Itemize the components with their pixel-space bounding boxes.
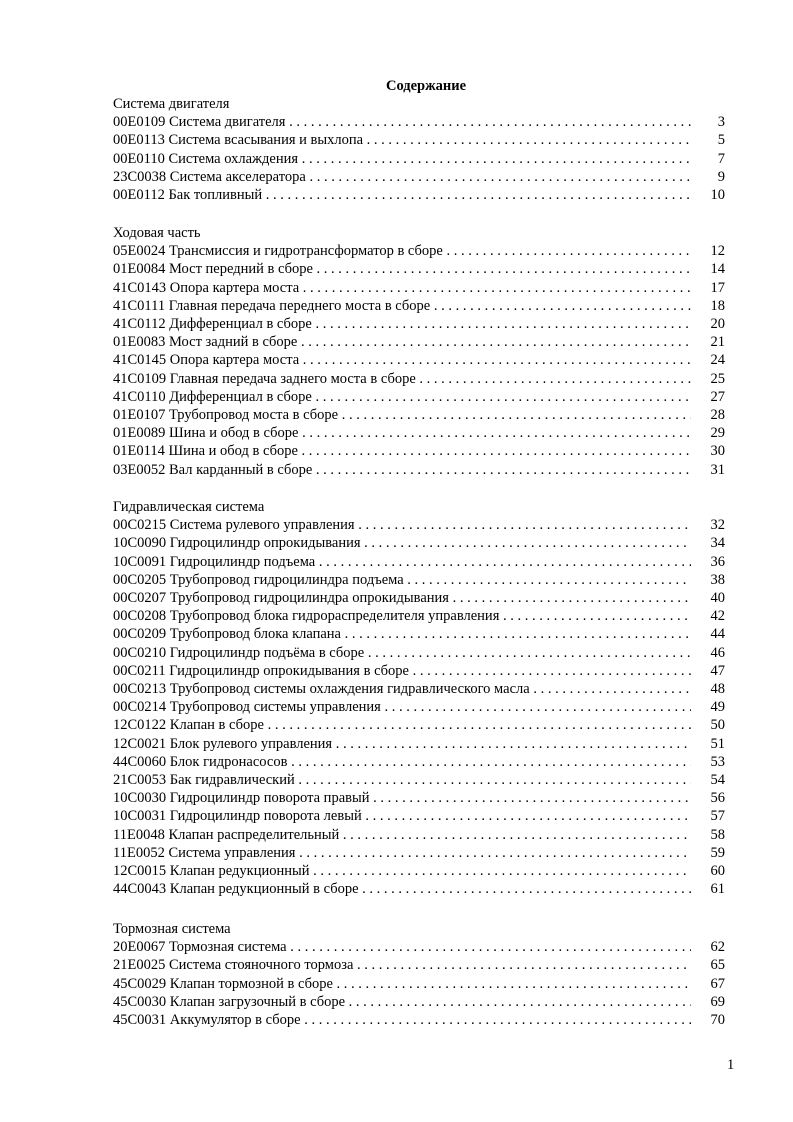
toc-entry[interactable] [113, 370, 725, 388]
toc-entry-title [113, 534, 691, 552]
entry-code: 03E0052 [113, 461, 166, 478]
toc-entry-title [113, 150, 691, 168]
entry-code: 00C0211 [113, 662, 166, 679]
entry-code: 23C0038 [113, 168, 167, 185]
entry-code: 12C0021 [113, 735, 167, 752]
entry-page-number: 56 [710, 790, 725, 807]
entry-code: 10C0090 [113, 535, 167, 552]
toc-entry[interactable] [113, 880, 725, 898]
toc-entry[interactable] [113, 168, 725, 186]
entry-page-number: 9 [717, 168, 725, 185]
toc-entry[interactable] [113, 333, 725, 351]
entry-name: Шина и обод в сборе [168, 425, 299, 442]
entry-code: 01E0107 [113, 407, 166, 423]
toc-entry[interactable] [113, 260, 725, 278]
toc-entry-title [113, 131, 691, 149]
entry-page-number: 14 [710, 261, 725, 278]
toc-entry[interactable] [113, 279, 725, 297]
entry-page-number: 25 [710, 370, 725, 387]
entry-name: Мост задний в сборе [168, 334, 298, 351]
toc-entry-title [113, 862, 691, 880]
entry-page-number: 58 [710, 826, 725, 843]
entry-page-number: 17 [710, 279, 725, 296]
entry-code: 05E0024 [113, 243, 166, 260]
toc-entry-title [113, 442, 691, 460]
entry-name: Тормозная система [168, 939, 287, 956]
entry-page-number: 60 [710, 863, 725, 879]
entry-page-number: 10 [710, 187, 725, 203]
entry-name: Блок гидронасосов [169, 753, 288, 770]
toc-entry-title [113, 625, 691, 643]
entry-page-number: 46 [710, 644, 725, 661]
entry-code: 41C0112 [113, 316, 166, 332]
toc-entry-title [113, 242, 691, 260]
entry-name: Система всасывания и выхлопа [168, 132, 364, 149]
toc-entry[interactable] [113, 186, 725, 204]
entry-name: Клапан редукционный в сборе [169, 881, 359, 898]
entry-page-number: 54 [710, 772, 725, 788]
toc-entry[interactable] [113, 150, 725, 168]
entry-name: Клапан загрузочный в сборе [169, 993, 346, 1010]
toc-entry[interactable] [113, 1011, 725, 1029]
toc-entry[interactable] [113, 844, 725, 862]
toc-entry-title [113, 607, 691, 625]
entry-code: 00C0207 [113, 590, 167, 606]
entry-code: 01E0114 [113, 443, 165, 460]
entry-page-number: 50 [710, 717, 725, 734]
entry-code: 45C0030 [113, 993, 167, 1010]
entry-code: 00E0112 [113, 187, 165, 203]
toc-entry-title [113, 571, 691, 589]
entry-code: 10C0030 [113, 790, 167, 807]
toc-entry-title [113, 993, 691, 1011]
entry-page-number: 32 [710, 517, 725, 534]
toc-entry-title [113, 260, 691, 278]
toc-entry-title [113, 388, 691, 406]
entry-name: Гидроцилиндр опрокидывания [169, 535, 361, 552]
toc-entry[interactable] [113, 975, 725, 993]
toc-entry[interactable] [113, 113, 725, 131]
entry-page-number: 24 [710, 352, 725, 369]
toc-entry-title [113, 662, 691, 680]
entry-name: Система стояночного тормоза [168, 957, 354, 974]
toc-entry[interactable] [113, 534, 725, 552]
toc-entry-title [113, 753, 691, 771]
entry-page-number: 27 [710, 388, 725, 405]
entry-page-number: 48 [710, 681, 725, 697]
toc-entry-title [113, 279, 691, 297]
toc-entry[interactable] [113, 625, 725, 643]
toc-entry-title [113, 975, 691, 993]
toc-entry-title [113, 315, 691, 333]
toc-entry-title [113, 1011, 691, 1029]
toc-entry[interactable] [113, 753, 725, 771]
entry-code: 21E0025 [113, 957, 166, 974]
toc-entry[interactable] [113, 826, 725, 844]
toc-entry[interactable] [113, 789, 725, 807]
toc-entry[interactable] [113, 242, 725, 260]
toc-entry[interactable] [113, 993, 725, 1011]
entry-code: 41C0143 [113, 279, 167, 296]
entry-name: Аккумулятор в сборе [169, 1012, 301, 1028]
entry-name: Трубопровод системы управления [169, 699, 381, 716]
section-heading: Система двигателя [113, 96, 230, 112]
entry-name: Система рулевого управления [169, 517, 355, 534]
entry-code: 00C0214 [113, 699, 167, 716]
section-heading: Ходовая часть [113, 225, 201, 241]
entry-page-number: 18 [710, 297, 725, 314]
entry-page-number: 29 [710, 425, 725, 442]
toc-entry-title [113, 771, 691, 789]
entry-name: Гидроцилиндр опрокидывания в сборе [169, 662, 409, 679]
entry-name: Система акселератора [169, 168, 306, 185]
toc-entry[interactable] [113, 607, 725, 625]
entry-name: Опора картера моста [169, 352, 300, 369]
entry-code: 41C0110 [113, 388, 166, 405]
toc-entry[interactable] [113, 938, 725, 956]
entry-code: 00E0109 [113, 114, 166, 131]
section-heading: Тормозная система [113, 921, 231, 937]
toc-entry[interactable] [113, 516, 725, 534]
toc-entry[interactable] [113, 956, 725, 974]
entry-page-number: 49 [710, 699, 725, 716]
toc-entry[interactable] [113, 461, 725, 479]
toc-entry-title [113, 406, 691, 424]
entry-page-number: 28 [710, 407, 725, 423]
entry-name: Главная передача переднего моста в сборе [168, 297, 431, 314]
entry-name: Трубопровод блока клапана [169, 626, 341, 643]
entry-code: 41C0145 [113, 352, 167, 369]
section-heading: Гидравлическая система [113, 499, 265, 515]
toc-entry-title [113, 113, 691, 131]
entry-page-number: 21 [710, 334, 725, 351]
entry-code: 00C0213 [113, 681, 167, 697]
toc-entry-title [113, 168, 691, 186]
toc-entry[interactable] [113, 315, 725, 333]
entry-page-number: 51 [710, 735, 725, 752]
entry-code: 44C0060 [113, 753, 167, 770]
page-title: Содержание [385, 78, 467, 94]
entry-page-number: 65 [710, 957, 725, 974]
entry-code: 11E0052 [113, 844, 165, 861]
toc-entry[interactable] [113, 589, 725, 607]
entry-name: Опора картера моста [169, 279, 300, 296]
toc-entry[interactable] [113, 807, 725, 825]
entry-page-number: 5 [717, 132, 725, 149]
entry-page-number: 47 [710, 662, 725, 679]
entry-code: 00C0208 [113, 608, 167, 625]
toc-entry-title [113, 716, 691, 734]
entry-name: Бак гидравлический [169, 772, 295, 788]
toc-entry[interactable] [113, 553, 725, 571]
toc-entry-title [113, 844, 691, 862]
entry-page-number: 31 [710, 461, 725, 478]
toc-entry[interactable] [113, 406, 725, 424]
entry-name: Дифференциал в сборе [169, 388, 312, 405]
entry-code: 00C0205 [113, 571, 167, 588]
entry-page-number: 70 [710, 1012, 725, 1028]
entry-page-number: 62 [710, 939, 725, 956]
toc-entry-title [113, 370, 691, 388]
entry-page-number: 12 [710, 243, 725, 260]
toc-entry[interactable] [113, 771, 725, 789]
toc-entry[interactable] [113, 680, 725, 698]
toc-entry[interactable] [113, 131, 725, 149]
entry-page-number: 36 [710, 553, 725, 570]
entry-code: 44C0043 [113, 881, 167, 898]
entry-page-number: 67 [710, 975, 725, 992]
toc-entry[interactable] [113, 388, 725, 406]
entry-name: Клапан тормозной в сборе [169, 975, 333, 992]
page-number: 1 [727, 1057, 735, 1073]
toc-entry-title [113, 956, 691, 974]
entry-code: 01E0084 [113, 261, 166, 278]
toc-entry-title [113, 297, 691, 315]
entry-code: 11E0048 [113, 826, 165, 843]
toc-entry[interactable] [113, 862, 725, 880]
entry-name: Трубопровод моста в сборе [168, 407, 339, 423]
entry-name: Блок рулевого управления [169, 735, 333, 752]
entry-code: 00C0215 [113, 517, 167, 534]
toc-entry-title [113, 938, 691, 956]
entry-code: 12C0015 [113, 863, 167, 879]
entry-name: Бак топливный [168, 187, 263, 203]
entry-name: Дифференциал в сборе [169, 316, 312, 332]
entry-page-number: 61 [710, 881, 725, 898]
entry-name: Трубопровод гидроцилиндра опрокидывания [169, 590, 449, 606]
entry-page-number: 7 [717, 150, 725, 167]
entry-name: Клапан в сборе [169, 717, 264, 734]
toc-entry[interactable] [113, 571, 725, 589]
entry-code: 00E0110 [113, 150, 165, 167]
toc-entry-title [113, 186, 691, 204]
entry-page-number: 69 [710, 993, 725, 1010]
entry-code: 10C0091 [113, 553, 167, 570]
entry-name: Шина и обод в сборе [168, 443, 298, 460]
toc-entry[interactable] [113, 297, 725, 315]
entry-code: 00E0113 [113, 132, 165, 149]
entry-name: Гидроцилиндр поворота правый [169, 790, 370, 807]
toc-entry-title [113, 351, 691, 369]
entry-page-number: 53 [710, 753, 725, 770]
entry-name: Система двигателя [168, 114, 286, 131]
entry-code: 00C0210 [113, 644, 167, 661]
entry-name: Гидроцилиндр подъема [169, 553, 316, 570]
entry-name: Система охлаждения [168, 150, 299, 167]
toc-entry-title [113, 698, 691, 716]
toc-entry[interactable] [113, 424, 725, 442]
toc-entry-title [113, 826, 691, 844]
toc-entry[interactable] [113, 351, 725, 369]
entry-name: Клапан распределительный [168, 826, 340, 843]
entry-name: Гидроцилиндр поворота левый [169, 808, 362, 825]
toc-entry-title [113, 516, 691, 534]
toc-entry[interactable] [113, 644, 725, 662]
entry-page-number: 57 [710, 808, 725, 825]
entry-name: Трубопровод системы охлаждения гидравлического масла [169, 681, 530, 697]
entry-code: 01E0089 [113, 425, 166, 442]
entry-page-number: 34 [710, 535, 725, 552]
entry-page-number: 44 [710, 626, 725, 643]
toc-entry-title [113, 644, 691, 662]
entry-code: 41C0109 [113, 370, 167, 387]
toc-entry-title [113, 789, 691, 807]
entry-name: Клапан редукционный [169, 863, 310, 879]
entry-code: 12C0122 [113, 717, 167, 734]
entry-name: Вал карданный в сборе [168, 461, 313, 478]
entry-page-number: 42 [710, 608, 725, 625]
toc-entry[interactable] [113, 442, 725, 460]
toc-entry-title [113, 461, 691, 479]
entry-code: 45C0031 [113, 1012, 167, 1028]
entry-code: 10C0031 [113, 808, 167, 825]
toc-entry-title [113, 333, 691, 351]
entry-page-number: 30 [710, 443, 725, 460]
entry-name: Трубопровод гидроцилиндра подъема [169, 571, 404, 588]
toc-entry-title [113, 735, 691, 753]
entry-code: 20E0067 [113, 939, 166, 956]
toc-entry-title [113, 553, 691, 571]
entry-name: Мост передний в сборе [168, 261, 313, 278]
entry-page-number: 38 [710, 571, 725, 588]
entry-name: Гидроцилиндр подъёма в сборе [169, 644, 365, 661]
entry-code: 41C0111 [113, 297, 166, 314]
toc-entry[interactable] [113, 735, 725, 753]
entry-name: Система управления [168, 844, 296, 861]
entry-code: 45C0029 [113, 975, 167, 992]
toc-entry-title [113, 680, 691, 698]
entry-code: 01E0083 [113, 334, 166, 351]
toc-entry[interactable] [113, 716, 725, 734]
toc-entry-title [113, 807, 691, 825]
entry-name: Трансмиссия и гидротрансформатор в сборе [168, 243, 443, 260]
entry-name: Главная передача заднего моста в сборе [169, 370, 416, 387]
entry-page-number: 3 [717, 114, 725, 131]
entry-name: Трубопровод блока гидрораспределителя управления [169, 608, 500, 625]
toc-entry[interactable] [113, 662, 725, 680]
toc-entry-title [113, 424, 691, 442]
entry-code: 00C0209 [113, 626, 167, 643]
entry-page-number: 40 [710, 590, 725, 606]
toc-entry[interactable] [113, 698, 725, 716]
entry-code: 21C0053 [113, 772, 167, 788]
toc-entry-title [113, 589, 691, 607]
toc-entry-title [113, 880, 691, 898]
entry-page-number: 20 [710, 316, 725, 332]
entry-page-number: 59 [710, 844, 725, 861]
